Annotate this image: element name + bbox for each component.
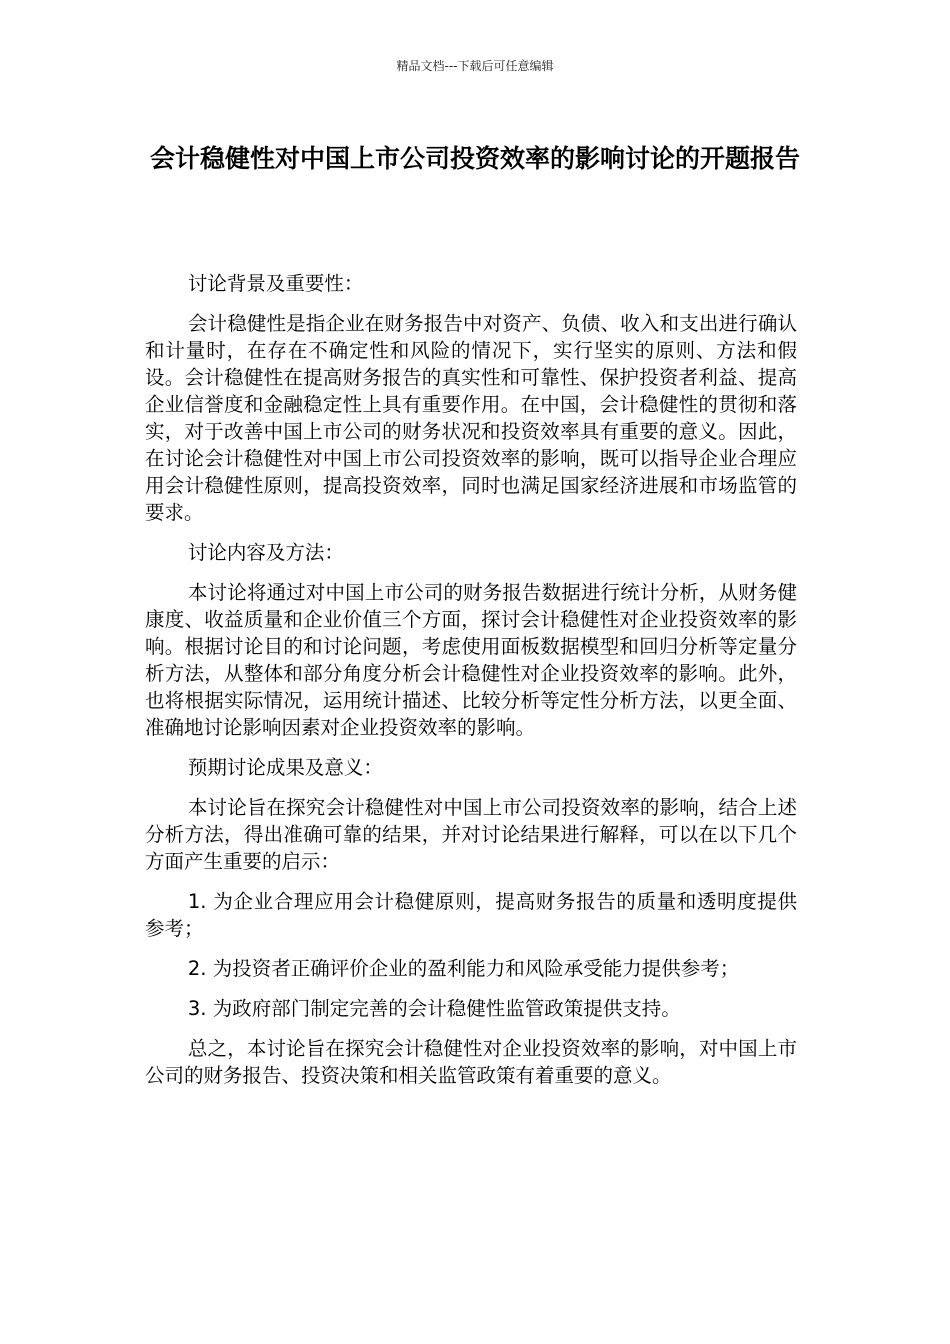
result-paragraph: 本讨论旨在探究会计稳健性对中国上市公司投资效率的影响，结合上述分析方法，得出准确可靠的结果，并对讨论结果进行解释，可以在以下几个方面产生重要的启示： — [145, 796, 797, 873]
conclusion-paragraph: 总之，本讨论旨在探究会计稳健性对企业投资效率的影响，对中国上市公司的财务报告、投资决策和相关监管政策有着重要的意义。 — [145, 1037, 797, 1087]
background-heading: 讨论背景及重要性： — [187, 272, 364, 295]
list-item: 1. 为企业合理应用会计稳健原则，提高财务报告的质量和透明度提供参考； — [145, 890, 797, 940]
list-item: 2. 为投资者正确评价企业的盈利能力和风险承受能力提供参考； — [187, 957, 740, 980]
background-paragraph: 会计稳健性是指企业在财务报告中对资产、负债、收入和支出进行确认和计量时，在存在不确定性和风险的情况下，实行坚实的原则、方法和假设。会计稳健性在提高财务报告的真实性和可靠性、保护投资者利益、提高企业信誉度和金融稳定性上具有重要作用。在中国，会计稳健性的贯彻和落实，对于改善中国上市公司的财务状况和投资效率具有重要的意义。因此，在讨论会计稳健性对中国上市公司投资效率的影响，既可以指导企业合理应用会计稳健性原则，提高投资效率，同时也满足国家经济进展和市场监管的要求。 — [145, 312, 797, 524]
document-body — [145, 270, 797, 1102]
page-header: 精品文档---下载后可任意编辑 — [396, 59, 554, 73]
method-paragraph: 本讨论将通过对中国上市公司的财务报告数据进行统计分析，从财务健康度、收益质量和企业价值三个方面，探讨会计稳健性对企业投资效率的影响。根据讨论目的和讨论问题，考虑使用面板数据模型和回归分析等定量分析方法，从整体和部分角度分析会计稳健性对企业投资效率的影响。此外，也将根据实际情况，运用统计描述、比较分析等定性分析方法，以更全面、准确地讨论影响因素对企业投资效率的影响。 — [145, 581, 797, 739]
result-heading: 预期讨论成果及意义： — [187, 756, 383, 779]
document-title: 会计稳健性对中国上市公司投资效率的影响讨论的开题报告 — [149, 144, 800, 173]
list-item: 3. 为政府部门制定完善的会计稳健性监管政策提供支持。 — [187, 997, 681, 1020]
method-heading: 讨论内容及方法： — [187, 541, 344, 564]
